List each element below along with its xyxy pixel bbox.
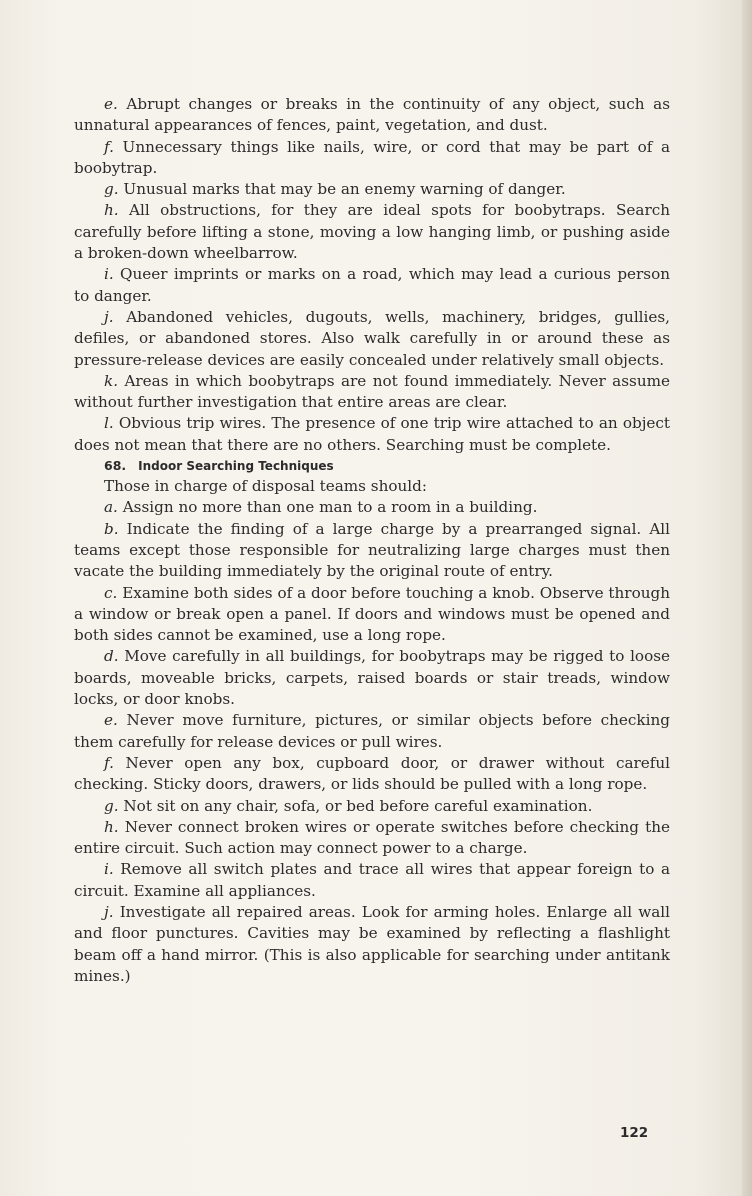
list-item: b. Indicate the finding of a large charge by a prearranged signal. All teams except those responsible for neutralizing large charges must then vacate the building immediately by the original route of entry.	[74, 519, 671, 581]
list-item: a. Assign no more than one man to a room in a building.	[104, 498, 538, 517]
list-item: g. Not sit on any chair, sofa, or bed before careful examination.	[104, 796, 593, 815]
list-item: e. Never move furniture, pictures, or similar objects before checking them carefully for release devices or pull wires.	[74, 711, 670, 751]
list-item: h. Never connect broken wires or operate switches before checking the entire circuit. Such action may connect power to a charge.	[74, 817, 670, 858]
section-intro: Those in charge of disposal teams should:	[104, 477, 428, 496]
list-item: g. Unusual marks that may be an enemy warning of danger.	[104, 180, 566, 199]
list-item: k. Areas in which boobytraps are not found immediately. Never assume without further investigation that entire areas are clear.	[74, 371, 670, 412]
list-item: i. Remove all switch plates and trace all wires that appear foreign to a circuit. Examine all appliances.	[74, 860, 670, 900]
list-item: j. Investigate all repaired areas. Look for arming holes. Enlarge all wall and floor punctures. Cavities may be examined by reflecting a flashlight beam off a hand mirror. (This is also applicable for searching under antitank mines.)	[74, 902, 670, 985]
page-number: 122	[620, 1125, 649, 1141]
section-heading	[74, 456, 670, 476]
section-number: 68.	[104, 458, 127, 474]
list-part-2	[74, 497, 670, 987]
list-item: j. Abandoned vehicles, dugouts, wells, machinery, bridges, gullies, defiles, or abandoned stores. Also walk carefully in or around these as pressure-release devices are easily concealed under relatively small objects.	[74, 307, 670, 369]
list-item: h. All obstructions, for they are ideal spots for boobytraps. Search carefully before lifting a stone, moving a low hanging limb, or pushing aside a broken-down wheelbarrow.	[74, 201, 671, 263]
list-item: l. Obvious trip wires. The presence of one trip wire attached to an object does not mean that there are no others. Searching must be complete.	[74, 414, 671, 454]
list-item: c. Examine both sides of a door before touching a knob. Observe through a window or break open a panel. If doors and windows must be opened and both sides cannot be examined, use a long rope.	[74, 583, 670, 645]
list-item: e. Abrupt changes or breaks in the continuity of any object, such as unnatural appearances of fences, paint, vegetation, and dust.	[74, 95, 670, 135]
list-item: d. Move carefully in all buildings, for boobytraps may be rigged to loose boards, moveable bricks, carpets, raised boards or stair treads, window locks, or door knobs.	[74, 647, 670, 709]
document-body	[74, 94, 670, 987]
list-item: f. Never open any box, cupboard door, or drawer without careful checking. Sticky doors, drawers, or lids should be pulled with a long rope.	[74, 753, 671, 794]
list-item: i. Queer imprints or marks on a road, which may lead a curious person to danger.	[74, 265, 671, 305]
list-part-1	[74, 94, 670, 456]
page-edge	[742, 0, 752, 1196]
list-item: f. Unnecessary things like nails, wire, or cord that may be part of a boobytrap.	[74, 137, 670, 177]
section-title: Indoor Searching Techniques	[138, 459, 334, 474]
